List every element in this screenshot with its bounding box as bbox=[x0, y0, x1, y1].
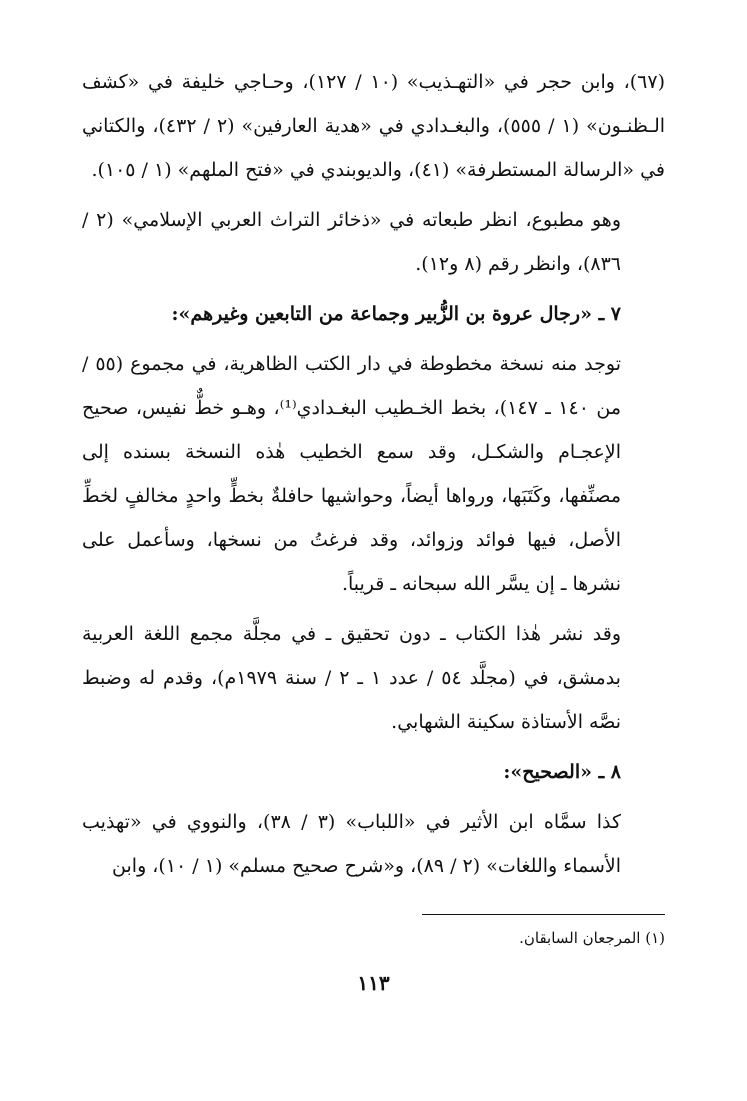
paragraph-sahih-references: كذا سمَّاه ابن الأثير في «اللباب» (٣ / ٣٨)، والنووي في «تهذيب الأسماء واللغات» (٢ / ٨٩)، و«شرح صحيح مسلم» (١ / ١٠)، وابن bbox=[82, 811, 621, 877]
section-heading-8: ٨ ـ «الصحيح»: bbox=[503, 761, 621, 783]
body-text bbox=[82, 60, 665, 888]
paragraph-references-continued: (٦٧)، وابن حجر في «التهـذيب» (١٠ / ١٢٧)، وحـاجي خليفة في «كشف الـظنـون» (١ / ٥٥٥)، والبغـدادي في «هدية العارفين» (٢ / ٤٣٢)، والكتاني في «الرسالة المستطرفة» (٤١)، والديوبندي في «فتح الملهم» (١ / ١٠٥). bbox=[82, 71, 666, 181]
footnote: (١) المرجعان السابقان. bbox=[519, 929, 665, 947]
paragraph-printed-editions: وهو مطبوع، انظر طبعاته في «ذخائر التراث العربي الإسلامي» (٢ / ٨٣٦)، وانظر رقم (٨ و١٢). bbox=[82, 209, 621, 275]
page-number: ١١٣ bbox=[357, 971, 390, 995]
section-heading-7: ٧ ـ «رجال عروة بن الزُّبير وجماعة من التابعين وغيرهم»: bbox=[171, 303, 621, 325]
paragraph-manuscript-description: توجد منه نسخة مخطوطة في دار الكتب الظاهرية، في مجموع (٥٥ / من ١٤٠ ـ ١٤٧)، بخط الخـطيب البغـدادي⁽¹⁾، وهـو خطٌّ نفيس، صحيح الإعجـام والشكـل، وقد سمع الخطيب هٰذه النسخة بسنده إلى مصنِّفها، وكَتَبَها، ورواها أيضاً، وحواشيها حافلةٌ بخطٍّ واحدٍ مخالفٍ لخطِّ الأصل، فيها فوائد وزوائد، وقد فرغتُ من نسخها، وسأعمل على نشرها ـ إن يسَّر الله سبحانه ـ قريباً. bbox=[82, 353, 622, 595]
paragraph-publication-note: وقد نشر هٰذا الكتاب ـ دون تحقيق ـ في مجلَّة مجمع اللغة العربية بدمشق، في (مجلَّد ٥٤ / عدد ١ ـ ٢ / سنة ١٩٧٩م)، وقدم له وضبط نصَّه الأستاذة سكينة الشهابي. bbox=[82, 623, 621, 733]
footnote-divider bbox=[422, 914, 665, 915]
